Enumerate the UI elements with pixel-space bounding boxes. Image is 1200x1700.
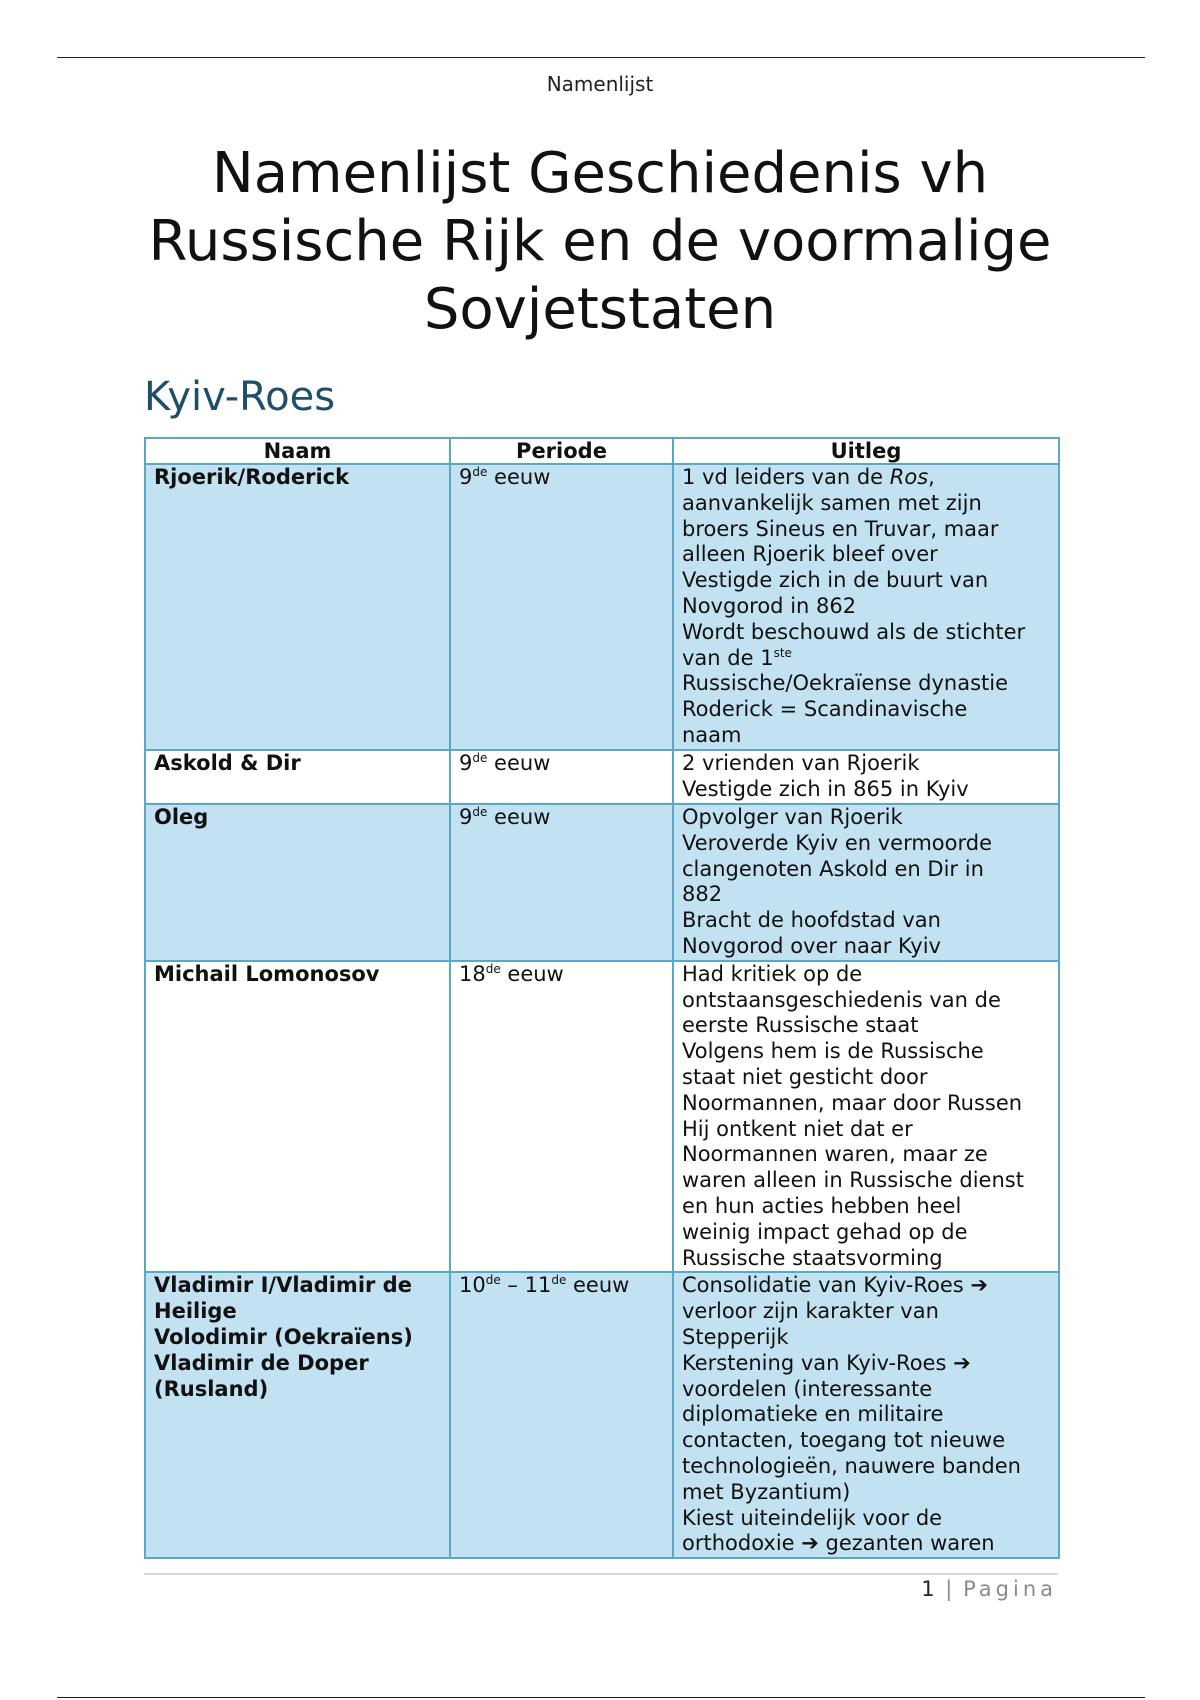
column-header-uitleg: Uitleg — [673, 438, 1059, 464]
cell-uitleg: Consolidatie van Kyiv-Roes ➔ verloor zijn karakter van Stepperijk Kerstening van Kyiv-Roes ➔ voordelen (interessante diplomatieke en militaire contacten, toegang tot nieuwe technologieën, nauwere banden met Byzantium) Kiest uiteindelijk voor de orthodoxie ➔ gezanten waren — [673, 1272, 1059, 1558]
cell-periode: 9de eeuw — [450, 750, 673, 804]
table-row — [145, 1272, 1059, 1558]
cell-naam — [145, 464, 450, 750]
cell-periode: 18de eeuw — [450, 961, 673, 1273]
document-title: Namenlijst Geschiedenis vh Russische Rijk en de voormalige Sovjetstaten — [148, 141, 1052, 342]
footer-separator: | — [945, 1577, 953, 1601]
running-header: Namenlijst — [546, 72, 654, 96]
naam-text: Rjoerik/Roderick — [154, 465, 350, 489]
cell-uitleg: 1 vd leiders van de Ros, aanvankelijk samen met zijn broers Sineus en Truvar, maar alleen Rjoerik bleef over Vestigde zich in de buurt van Novgorod in 862 Wordt beschouwd als de stichter van de 1ste Russische/Oekraïense dynastie Roderick = Scandinavische naam — [673, 464, 1059, 750]
page-word: Pagina — [963, 1577, 1057, 1601]
section-heading: Kyiv-Roes — [144, 374, 336, 420]
column-header-naam: Naam — [145, 438, 450, 464]
table-row — [145, 464, 1059, 750]
cell-uitleg: Opvolger van Rjoerik Veroverde Kyiv en vermoorde clangenoten Askold en Dir in 882 Bracht de hoofdstad van Novgorod over naar Kyiv — [673, 804, 1059, 961]
cell-periode: 9de eeuw — [450, 464, 673, 750]
cell-uitleg: Had kritiek op de ontstaansgeschiedenis van de eerste Russische staat Volgens hem is de Russische staat niet gesticht door Noormannen, maar door Russen Hij ontkent niet dat er Noormannen waren, maar ze waren alleen in Russische dienst en hun acties hebben heel weinig impact gehad op de Russische staatsvorming — [673, 961, 1059, 1273]
cell-uitleg: 2 vrienden van Rjoerik Vestigde zich in 865 in Kyiv — [673, 750, 1059, 804]
table-row — [145, 750, 1059, 804]
cell-naam: Vladimir I/Vladimir de Heilige Volodimir (Oekraïens) Vladimir de Doper (Rusland) — [145, 1272, 450, 1558]
column-header-periode: Periode — [450, 438, 673, 464]
cell-naam: Oleg — [145, 804, 450, 961]
cell-naam: Askold & Dir — [145, 750, 450, 804]
bottom-rule — [57, 1697, 1145, 1698]
cell-periode: 9de eeuw — [450, 804, 673, 961]
header-rule — [57, 57, 1145, 58]
page-number: 1 — [921, 1577, 935, 1601]
cell-naam: Michail Lomonosov — [145, 961, 450, 1273]
footer-rule — [144, 1573, 1058, 1575]
table-row — [145, 804, 1059, 961]
table-row — [145, 961, 1059, 1273]
table-header-row — [145, 438, 1059, 464]
page-footer — [921, 1577, 1057, 1601]
names-table — [144, 437, 1060, 1559]
cell-periode: 10de – 11de eeuw — [450, 1272, 673, 1558]
